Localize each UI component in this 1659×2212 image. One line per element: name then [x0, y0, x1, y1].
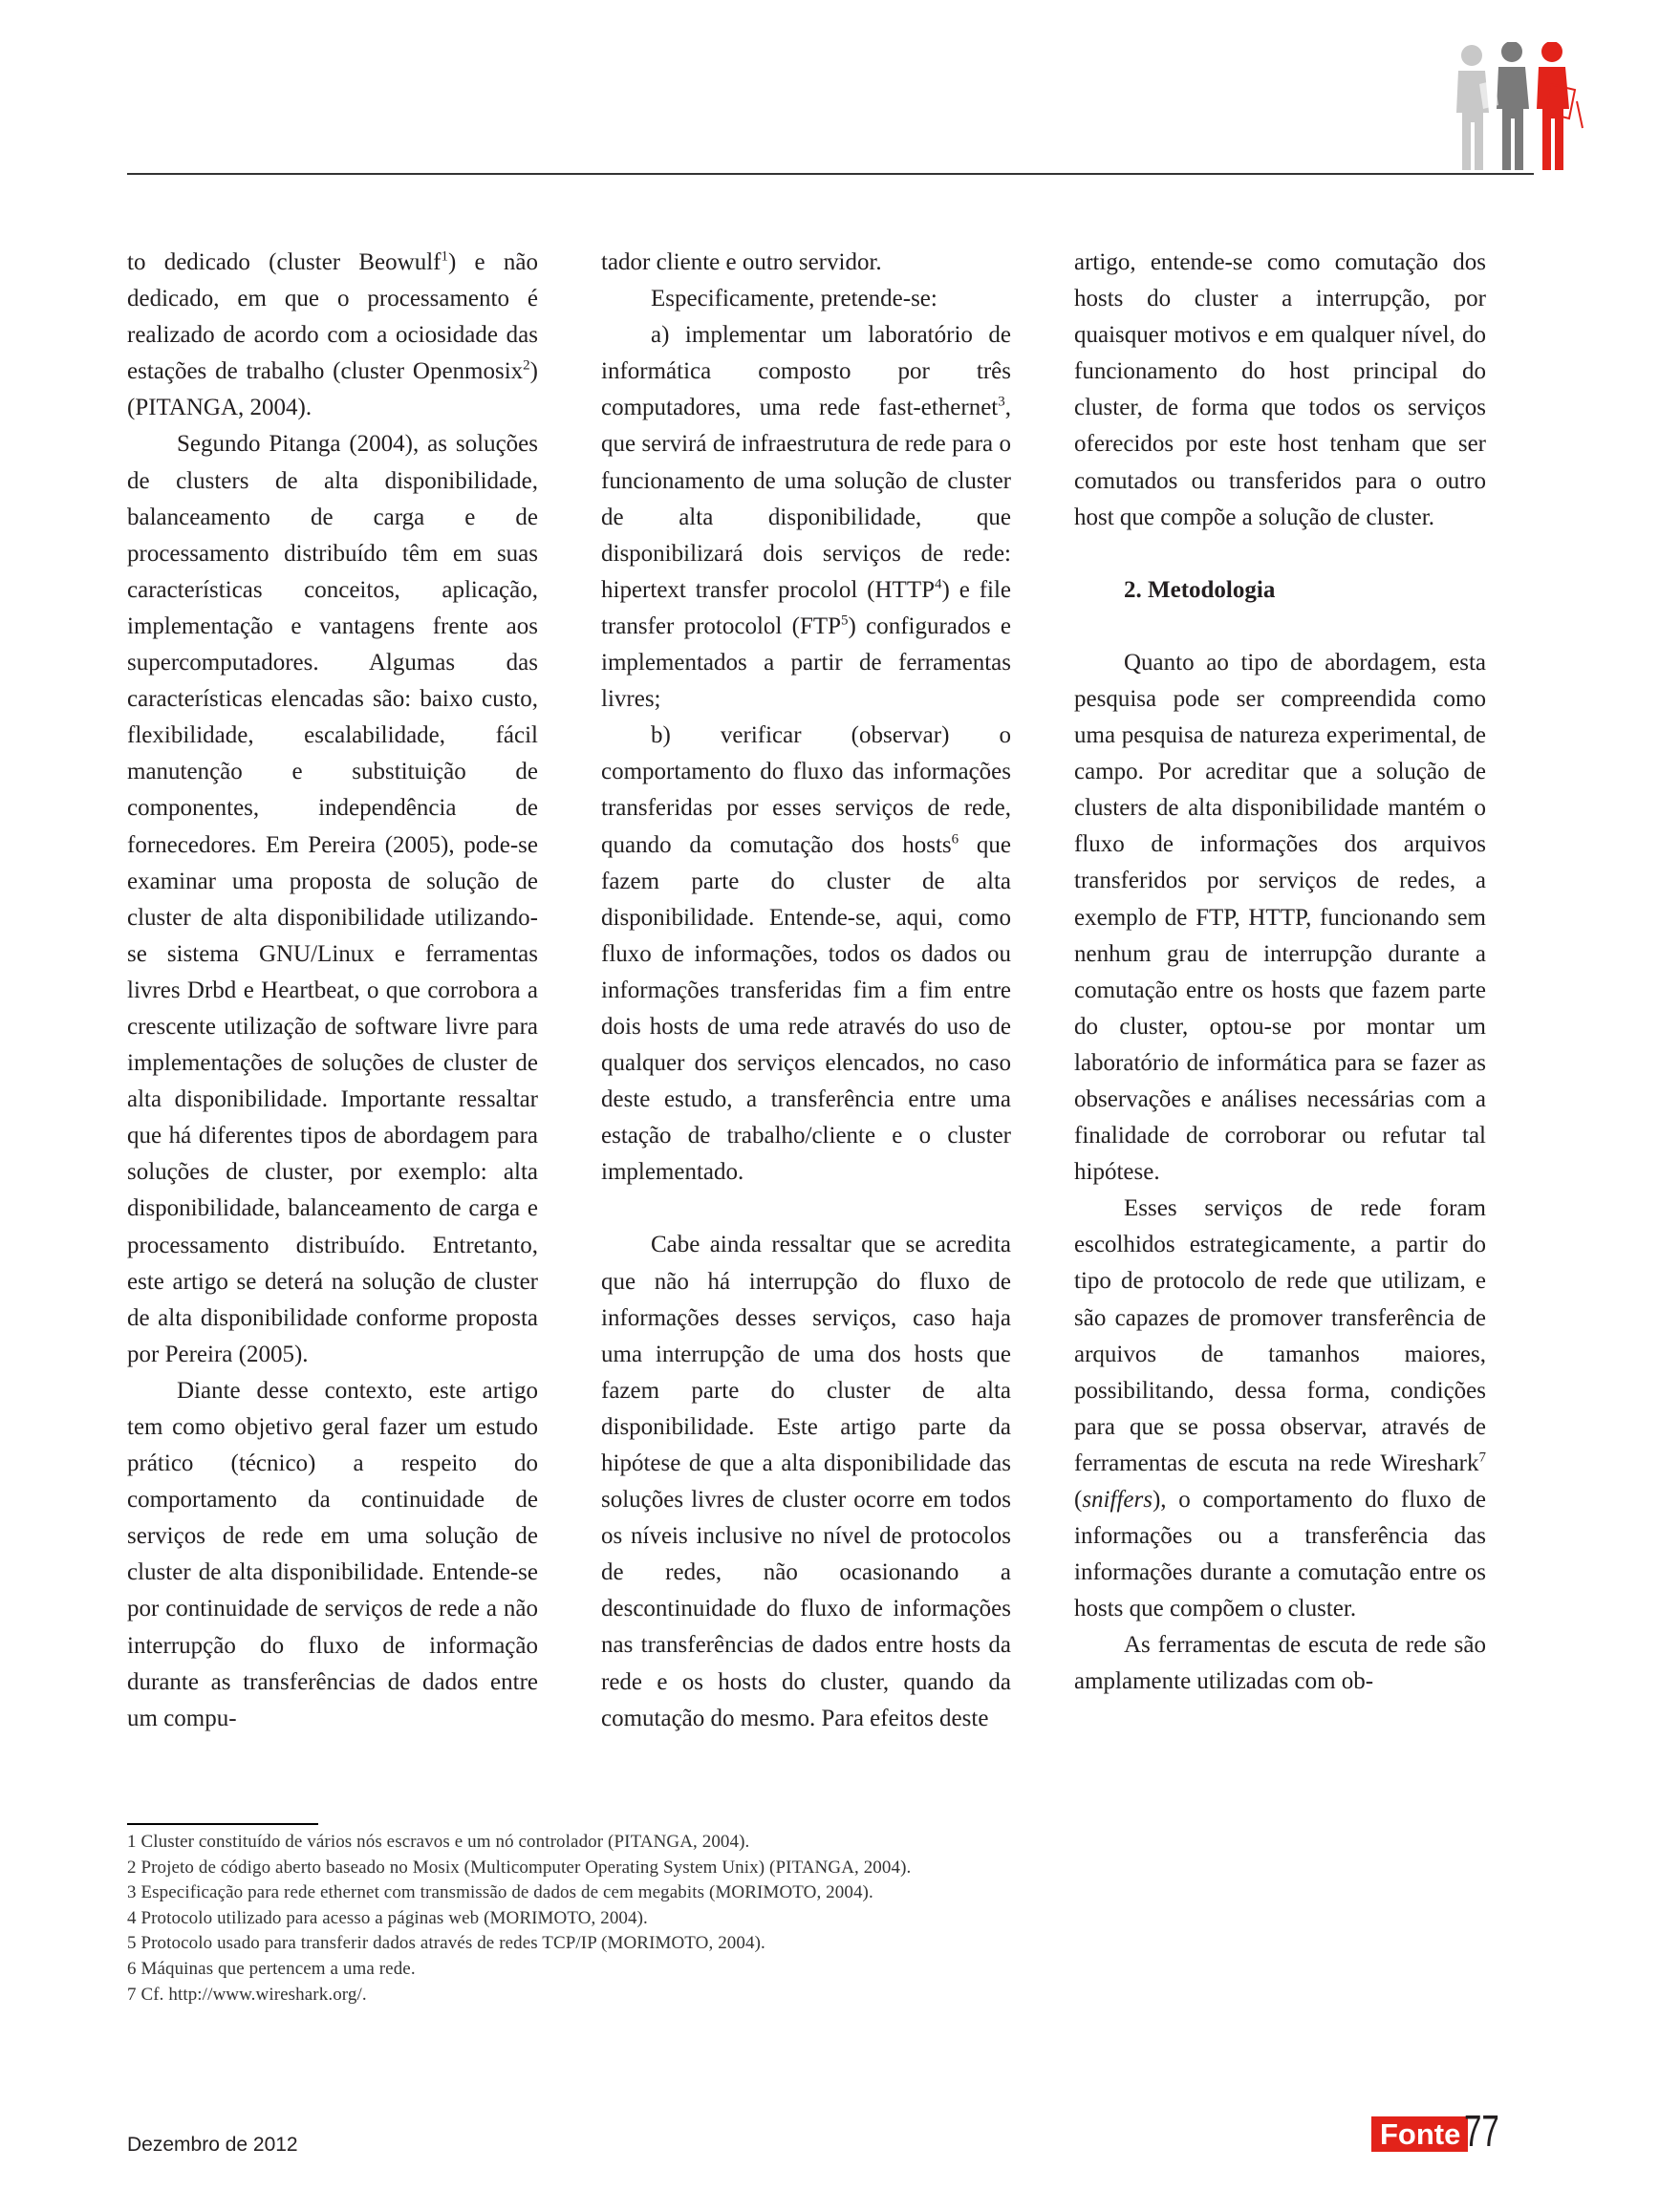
footnote: 5 Protocolo usado para transferir dados através de redes TCP/IP (MORIMOTO, 2004).	[127, 1933, 765, 1954]
section-heading: 2. Metodologia	[1124, 576, 1276, 603]
paragraph: Especificamente, pretende-se:	[651, 286, 937, 312]
paragraph: tador cliente e outro servidor.	[601, 249, 882, 275]
footnote: 4 Protocolo utilizado para acesso a páginas web (MORIMOTO, 2004).	[127, 1907, 648, 1928]
footnote: 1 Cluster constituído de vários nós escravos e um nó controlador (PITANGA, 2004).	[127, 1832, 750, 1852]
text-column-2	[601, 245, 1011, 1737]
header-rule	[127, 173, 1534, 175]
footnote: 7 Cf. http://www.wireshark.org/.	[127, 1984, 367, 2005]
footnotes	[127, 1830, 1178, 2008]
paragraph: Segundo Pitanga (2004), as soluções de clusters de alta disponibilidade, balanceamento de carga e de processamento distribuído têm em suas características conceitos, aplicação, implementação e vantagens frente aos supercomputadores. Algumas das características elencadas são: baixo custo, flexibilidade, escalabilidade, fácil manutenção e substituição de componentes, independência de fornecedores. Em Pereira (2005), pode-se examinar uma proposta de solução de cluster de alta disponibilidade utilizando-se sistema GNU/Linux e ferramentas livres Drbd e Heartbeat, o que corrobora a crescente utilização de software livre para implementações de soluções de cluster de alta disponibilidade. Importante ressaltar que há diferentes tipos de abordagem para soluções de cluster, por exemplo: alta disponibilidade, balanceamento de carga e processamento distribuído. Entretanto, este artigo se deterá na solução de cluster de alta disponibilidade conforme proposta por Pereira (2005).	[127, 431, 538, 1367]
paragraph: Cabe ainda ressaltar que se acredita que não há interrupção do fluxo de informações desses serviços, caso haja uma interrupção de uma dos hosts que fazem parte do cluster de alta disponibilidade. Este artigo parte da hipótese de que a alta disponibilidade das soluções livres de cluster ocorre em todos os níveis inclusive no nível de protocolos de redes, não ocasionando a descontinuidade do fluxo de informações nas transferências de dados entre hosts da rede e os hosts do cluster, quando da comutação do mesmo. Para efeitos deste	[601, 1232, 1011, 1731]
paragraph: a) implementar um laboratório de informática composto por três computadores, uma rede fast-ethernet$^3$, que servirá de infraestrutura de rede para o funcionamento de uma solução de cluster de alta disponibilidade, que disponibilizará dois serviços de rede: hipertext transfer procolol (HTTP$^4$) e file transfer protocolol (FTP$^5$) configurados e implementados a partir de ferramentas livres;	[601, 322, 1012, 713]
footnote: 2 Projeto de código aberto baseado no Mosix (Multicomputer Operating System Unix) (PITANGA, 2004).	[127, 1857, 912, 1878]
magazine-brand-logo: Fonte	[1371, 2116, 1468, 2152]
footnote-rule	[127, 1823, 318, 1825]
footnote: 6 Máquinas que pertencem a uma rede.	[127, 1958, 416, 1979]
paragraph: Quanto ao tipo de abordagem, esta pesquisa pode ser compreendida como uma pesquisa de natureza experimental, de campo. Por acreditar que a solução de clusters de alta disponibilidade mantém o fluxo de informações dos arquivos transferidos por serviços de redes, a exemplo de FTP, HTTP, funcionando sem nenhum grau de interrupção durante a comutação entre os hosts que fazem parte do cluster, optou-se por montar um laboratório de informática para se fazer as observações e análises necessárias com a finalidade de corroborar ou refutar tal hipótese.	[1074, 649, 1486, 1186]
paragraph: b) verificar (observar) o comportamento do fluxo das informações transferidas por esses serviços de rede, quando da comutação dos hosts$^6$ que fazem parte do cluster de alta disponibilidade. Entende-se, aqui, como fluxo de informações, todos os dados ou informações transferidas fim a fim entre dois hosts de uma rede através do uso de qualquer dos serviços elencados, no caso deste estudo, a transferência entre uma estação de trabalho/cliente e o cluster implementado.	[601, 722, 1011, 1186]
page-number: 77	[1464, 2106, 1499, 2156]
people-figures-logo-icon	[1451, 42, 1594, 176]
footnote: 3 Especificação para rede ethernet com transmissão de dados de cem megabits (MORIMOTO, 2004).	[127, 1882, 873, 1903]
paragraph: artigo, entende-se como comutação dos hosts do cluster a interrupção, por quaisquer motivos e em qualquer nível, do funcionamento do host principal do cluster, de forma que todos os serviços oferecidos por este host tenham que ser comutados ou transferidos para o outro host que compõe a solução de cluster.	[1074, 249, 1486, 530]
paragraph: Diante desse contexto, este artigo tem como objetivo geral fazer um estudo prático (técnico) a respeito do comportamento da continuidade de serviços de rede em uma solução de cluster de alta disponibilidade. Entende-se por continuidade de serviços de rede a não interrupção do fluxo de informação durante as transferências de dados entre um compu-	[127, 1377, 538, 1731]
paragraph: to dedicado (cluster Beowulf$^1$) e não dedicado, em que o processamento é realizado de acordo com a ociosidade das estações de trabalho (cluster Openmosix$^2$) (PITANGA, 2004).	[127, 248, 538, 421]
issue-date: Dezembro de 2012	[127, 2134, 298, 2156]
paragraph: Esses serviços de rede foram escolhidos estrategicamente, a partir do tipo de protocolo de rede que utilizam, e são capazes de promover transferência de arquivos de tamanhos maiores, possibilitando, dessa forma, condições para que se possa observar, através de ferramentas de escuta na rede Wireshark$^7$ (sniffers), o comportamento do fluxo de informações ou a transferência das informações durante a comutação entre os hosts que compõem o cluster.	[1074, 1195, 1486, 1622]
text-column-3	[1074, 245, 1486, 1701]
paragraph: As ferramentas de escuta de rede são amplamente utilizadas com ob-	[1074, 1632, 1486, 1695]
text-column-1	[127, 245, 538, 1737]
